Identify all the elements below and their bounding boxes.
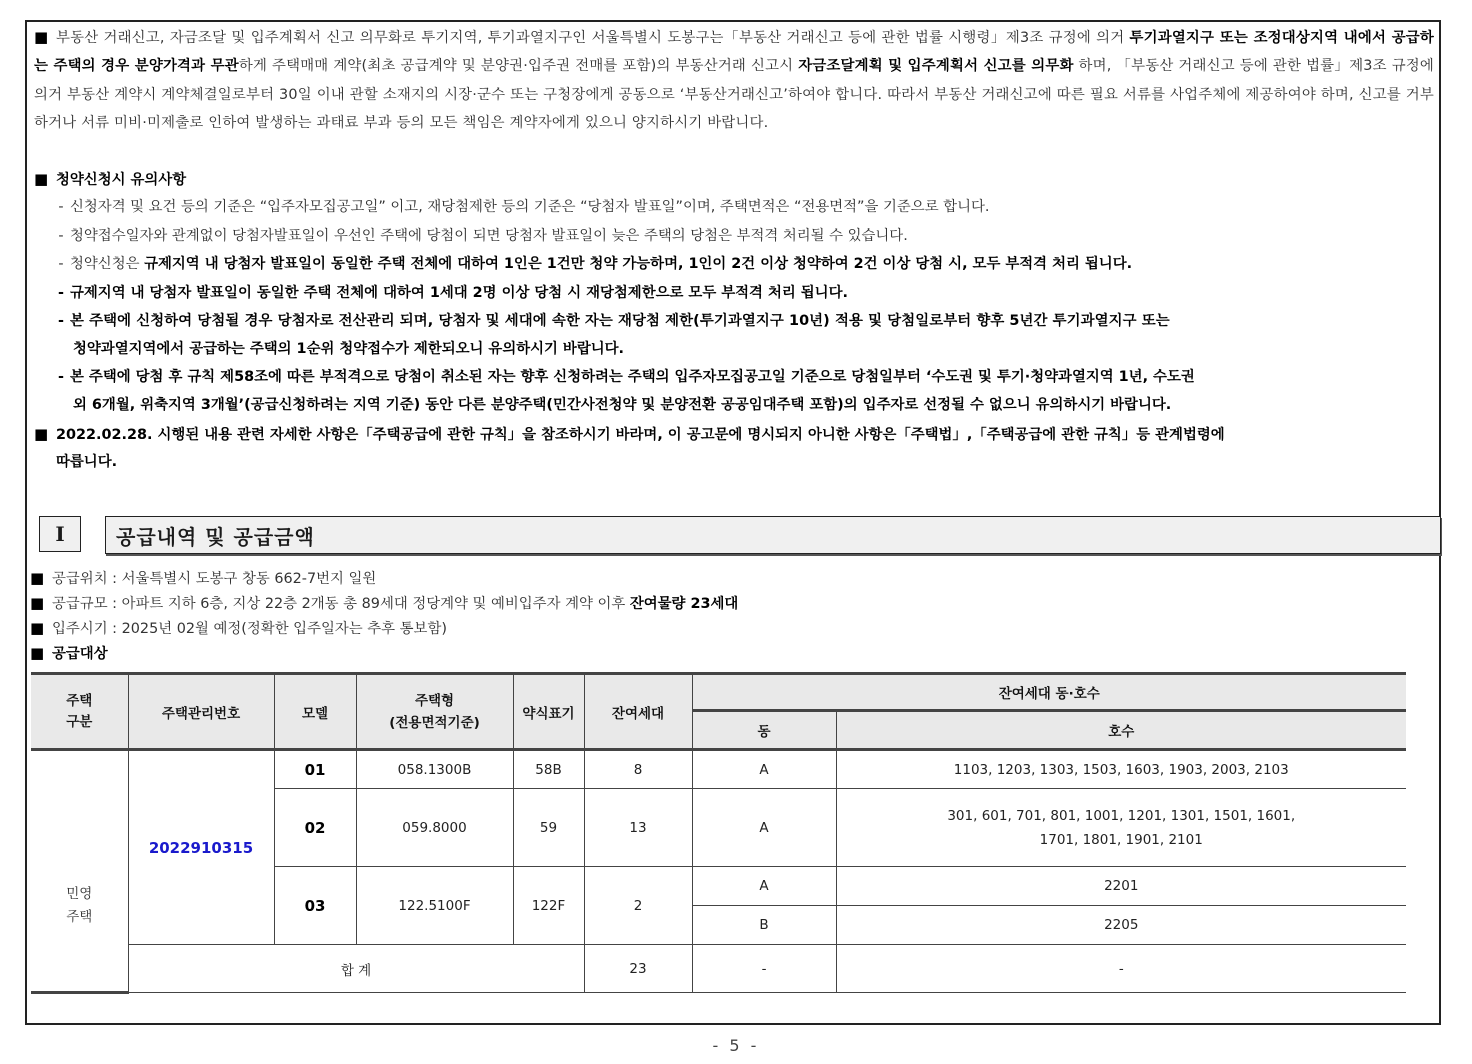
short-cell: 59 xyxy=(513,789,584,867)
short-cell: 122F xyxy=(513,867,584,945)
section-title: 공급내역 및 공급금액 xyxy=(105,516,1441,554)
col-model: 모델 xyxy=(274,674,356,750)
col-short: 약식표기 xyxy=(513,674,584,750)
square-bullet-icon: ■ xyxy=(34,28,49,46)
total-row xyxy=(31,945,1406,993)
total-dong: - xyxy=(692,945,836,993)
model-cell: 01 xyxy=(274,750,356,789)
model-cell: 02 xyxy=(274,789,356,867)
model-cell: 03 xyxy=(274,867,356,945)
mgmt-number-cell: 2022910315 xyxy=(128,750,274,945)
col-housing-type: 주택형 (전용면적기준) xyxy=(356,674,513,750)
col-remaining-units: 잔여세대 동·호수 xyxy=(692,674,1406,711)
note-item-cont: 청약과열지역에서 공급하는 주택의 1순위 청약접수가 제한되오니 유의하시기 바랍니다. xyxy=(73,341,625,357)
page-number: - 5 - xyxy=(712,1036,760,1055)
col-remaining: 잔여세대 xyxy=(584,674,692,750)
ho-cell: 2201 xyxy=(836,867,1406,906)
housing-type-cell: 059.8000 xyxy=(356,789,513,867)
dong-cell: A xyxy=(692,867,836,906)
col-dong: 동 xyxy=(692,711,836,750)
note-item: - 본 주택에 당첨 후 규칙 제58조에 따른 부적격으로 당첨이 취소된 자는 향후 신청하려는 주택의 입주자모집공고일 기준으로 당첨일부터 ‘수도권 및 투기·청약과열지역 1년, 수도권 xyxy=(58,369,1195,385)
remaining-cell: 13 xyxy=(584,789,692,867)
ho-cell: 1103, 1203, 1303, 1503, 1603, 1903, 2003, 2103 xyxy=(836,750,1406,789)
remaining-cell: 2 xyxy=(584,867,692,945)
supply-target-heading: ■ 공급대상 xyxy=(30,641,108,667)
supply-table xyxy=(31,672,1406,994)
dong-cell: A xyxy=(692,750,836,789)
table-row xyxy=(31,750,1406,789)
subscription-notes-heading: ■ 청약신청시 유의사항 xyxy=(34,165,186,194)
note-item: - 본 주택에 신청하여 당첨될 경우 당첨자로 전산관리 되며, 당첨자 및 세대에 속한 자는 재당첨 제한(투기과열지구 10년) 적용 및 당첨일로부터 향후 5년간 투기과열지구 또는 xyxy=(57,313,1170,329)
ho-cell: 2205 xyxy=(836,906,1406,945)
dong-cell: B xyxy=(692,906,836,945)
total-ho: - xyxy=(836,945,1406,993)
note-item: - 규제지역 내 당첨자 발표일이 동일한 주택 전체에 대하여 1세대 2명 이상 당첨 시 재당첨제한으로 모두 부적격 처리 됩니다. xyxy=(58,285,848,301)
square-bullet-icon: ■ xyxy=(34,170,49,188)
remaining-cell: 8 xyxy=(584,750,692,789)
note-item: - 청약신청은 규제지역 내 당첨자 발표일이 동일한 주택 전체에 대하여 1인은 1건만 청약 가능하며, 1인이 2건 이상 청약하여 2건 이상 당첨 시, 모두 부적격 처리 됩니다. xyxy=(58,256,1133,272)
square-bullet-icon: ■ xyxy=(30,569,45,587)
regulation-notice-cont: 따릅니다. xyxy=(56,454,118,470)
supply-scale: ■ 공급규모 : 아파트 지하 6층, 지상 22층 2개동 총 89세대 정당계약 및 예비입주자 계약 이후 잔여물량 23세대 xyxy=(30,591,738,617)
supply-location: ■ 공급위치 : 서울특별시 도봉구 창동 662-7번지 일원 xyxy=(30,566,376,592)
notice-text: 하며, 「부동산 거래신고 등에 관한 법률」제3조 규정에 의거 부동산 계약시 계약체결일로부터 30일 이내 관할 소재지의 시장·군수 또는 구청장에게 공동으로 ‘부동산거래신고’하여야 합니다. 따라서 부동산 거래신고에 따른 필요 서류를 사업주체에 제공하여야 하며, 신고를 거부하거나 서류 미비·미제출로 인하여 발생하는 과태료 부과 등의 모든 책임은 계약자에게 있으니 양지하시기 바랍니다. xyxy=(34,58,1434,132)
total-remaining: 23 xyxy=(584,945,692,993)
house-type-cell: 민영 주택 xyxy=(31,750,128,993)
col-ho: 호수 xyxy=(836,711,1406,750)
notice-bold: 자금조달계획 및 입주계획서 신고를 의무화 xyxy=(798,58,1074,75)
notice-bold: 투기과열지구 또는 조정대상지역 내에서 공급하는 주택의 경우 분양가격과 무관 xyxy=(34,30,1435,75)
square-bullet-icon: ■ xyxy=(30,594,45,612)
note-item: - 청약접수일자와 관계없이 당첨자발표일이 우선인 주택에 당첨이 되면 당첨자 발표일이 늦은 주택의 당첨은 부적격 처리될 수 있습니다. xyxy=(58,228,908,244)
notice-text: 하게 주택매매 계약(최초 공급계약 및 분양권·입주권 전매를 포함)의 부동산거래 신고시 xyxy=(238,58,799,75)
col-house-type: 주택 구분 xyxy=(31,674,128,750)
notice-paragraph-report xyxy=(34,23,1434,138)
dong-cell: A xyxy=(692,789,836,867)
total-label: 합 계 xyxy=(128,945,584,993)
note-item: - 신청자격 및 요건 등의 기준은 “입주자모집공고일” 이고, 재당첨제한 등의 기준은 “당첨자 발표일”이며, 주택면적은 “전용면적”을 기준으로 합니다. xyxy=(58,199,990,215)
note-item-cont: 외 6개월, 위축지역 3개월’(공급신청하려는 지역 기준) 동안 다른 분양주택(민간사전청약 및 분양전환 공공임대주택 포함)의 입주자로 선정될 수 없으니 유의하시기 바랍니다. xyxy=(73,397,1172,413)
col-mgmt-number: 주택관리번호 xyxy=(128,674,274,750)
square-bullet-icon: ■ xyxy=(30,619,45,637)
housing-type-cell: 122.5100F xyxy=(356,867,513,945)
regulation-notice: ■ 2022.02.28. 시행된 내용 관련 자세한 사항은「주택공급에 관한 규칙」을 참조하시기 바라며, 이 공고문에 명시되지 아니한 사항은「주택법」,「주택공급에 관한 규칙」등 관계법령에 xyxy=(34,420,1225,449)
ho-cell: 301, 601, 701, 801, 1001, 1201, 1301, 1501, 1601, 1701, 1801, 1901, 2101 xyxy=(836,789,1406,867)
notice-text: 부동산 거래신고, 자금조달 및 입주계획서 신고 의무화로 투기지역, 투기과열지구인 서울특별시 도봉구는「부동산 거래신고 등에 관한 법률 시행령」제3조 규정에 의거 xyxy=(56,30,1130,46)
housing-type-cell: 058.1300B xyxy=(356,750,513,789)
square-bullet-icon: ■ xyxy=(34,425,49,443)
short-cell: 58B xyxy=(513,750,584,789)
section-number: I xyxy=(39,516,81,552)
square-bullet-icon: ■ xyxy=(30,644,45,662)
move-in-date: ■ 입주시기 : 2025년 02월 예정(정확한 입주일자는 추후 통보함) xyxy=(30,616,447,642)
